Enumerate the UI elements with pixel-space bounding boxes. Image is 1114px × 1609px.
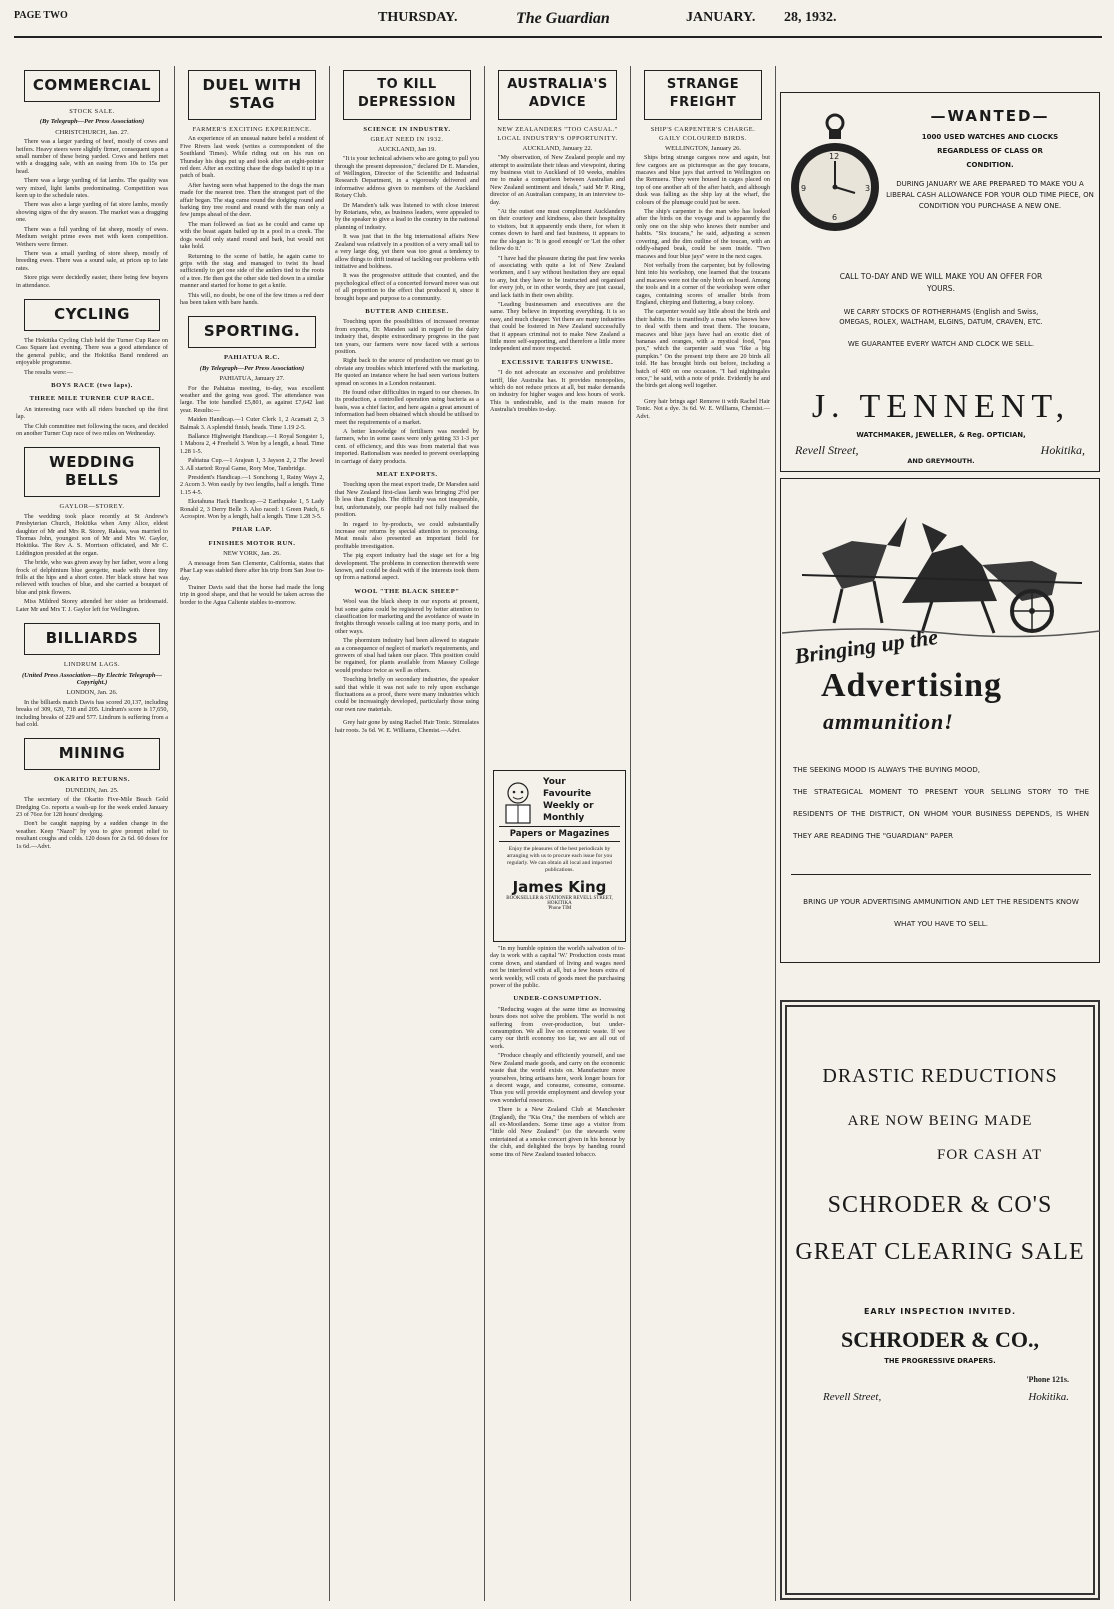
duel-heading: DUEL WITH STAG bbox=[202, 76, 302, 112]
cycling-para: The results were:— bbox=[24, 368, 73, 376]
commercial-para: There was a larger yarding of beef, mostly of cows and heifers. Heavy steers were slightly firmer, consequent upon a small number of these being yarded. Cows and heifers met with a dragging sale, with an easing from 10s to 15s per head. bbox=[16, 138, 168, 175]
freight-sub: SHIP'S CARPENTER'S CHARGE. bbox=[650, 126, 756, 133]
king-ad-body: Enjoy the pleasures of the best periodicals by arranging with us to procure each issue for you regularly. We can obtain all local and imported publications. bbox=[506, 846, 613, 873]
freight-heading: STRANGE FREIGHT bbox=[666, 77, 740, 110]
svg-text:9: 9 bbox=[801, 184, 807, 193]
ammo-title2: Advertising bbox=[821, 667, 1002, 704]
tennent-town2: AND GREYMOUTH. bbox=[907, 457, 975, 465]
commercial-para: There was also a large yarding of fat store lambs, mostly showing signs of the dry season. The market was a dragging one. bbox=[16, 201, 168, 224]
meat-para: The pig export industry had the stage set for a big development. The problems in connection therewith were known, and could be dealt with if the interests took them up from a national aspect. bbox=[335, 552, 479, 582]
freight-para: Not verbally from the carpenter, but by following hint into his workshop, one learned that the toucans and macaws were not the only birds on board. Among the tools and in a corner of the workshop were other cages, containing scores of smaller birds from England, chirping and fluttering, a busy colony. bbox=[636, 261, 770, 306]
meat-heading: MEAT EXPORTS. bbox=[376, 471, 438, 479]
duel-para: An experience of an unusual nature befel a resident of Five Rivers last week (writes a correspondent of the Southland Times). While riding out on his run on Thursday his dogs put up and took after an eight-pointer red deer. After an exciting chase the dogs bailed it up in a patch of bush. bbox=[180, 135, 324, 180]
depression-para: "It is your technical advisers who are going to pull you through the present depression," declared Dr E. Marsden, of Wellington, Director of the Scientific and Industrial Research Department, in a vigorously delivered and informative address given to members of the Auckland Rotary Club. bbox=[335, 155, 479, 200]
sporting-dateline: PAHIATUA, January 27. bbox=[219, 375, 285, 383]
column-3 bbox=[335, 66, 479, 1601]
tariffs-heading: EXCESSIVE TARIFFS UNWISE. bbox=[501, 358, 614, 366]
mining-heading-box bbox=[24, 738, 160, 770]
schroder-line4: SCHRODER & CO'S bbox=[827, 1192, 1053, 1218]
wedding-heading-box bbox=[24, 447, 160, 497]
freight-sub2: GAILY COLOURED BIRDS. bbox=[659, 135, 747, 143]
billiards-heading-box bbox=[24, 623, 160, 655]
billiards-sub: LINDRUM LAGS. bbox=[63, 661, 121, 669]
ammo-divider bbox=[791, 874, 1091, 875]
pharlap-sub: PHAR LAP. bbox=[232, 526, 272, 534]
column-4 bbox=[490, 66, 625, 766]
column-1 bbox=[16, 66, 168, 1601]
wedding-para: Miss Mildred Storey attended her sister as bridesmaid. Later Mr and Mrs T. J. Gaylor left for Wellington. bbox=[16, 598, 168, 613]
column-2 bbox=[180, 66, 324, 1601]
butter-heading: BUTTER AND CHEESE. bbox=[365, 307, 449, 315]
sporting-para: Maiden Handicap.—1 Cuter Clerk 1, 2 Acamati 2, 3 Balmak 3. A splendid finish, heads. Time 1.19 2-5. bbox=[180, 416, 324, 431]
schroder-line3: FOR CASH AT bbox=[937, 1147, 1043, 1163]
king-ad-line5: Papers or Magazines bbox=[499, 826, 620, 842]
wanted-line2: REGARDLESS OF CLASS OR bbox=[937, 147, 1043, 155]
tariffs-para: "In my humble opinion the world's salvation of to-day is work with a capital 'W.' Production costs must come down, and standard of living and wages need not be interfered with at all, but a few hours extra of work weekly, will costs of goods meet the purchasing power of the public. bbox=[490, 945, 625, 990]
sporting-byline: (By Telegraph—Per Press Association) bbox=[199, 364, 305, 372]
mining-sub: OKARITO RETURNS. bbox=[53, 776, 131, 784]
duel-para: After having seen what happened to the dogs the man made for the nearest tree. Then the strangest part of the affair began. The stag came round the dodging round and barking tiny tree round and round with the man only a few jumps ahead of the deer. bbox=[180, 181, 324, 219]
freight-advt: Grey hair brings age! Remove it with Rachel Hair Tonic. Not a dye. 3s 6d. W. E. Williams, Chemist.—Advt. bbox=[636, 397, 770, 420]
mining-para: Don't be caught napping by a sudden change in the weather. Keep "Nazol" by you to give prompt relief to resultant coughs and colds. 120 doses for 2s 6d. 60 doses for 1s 6d.—Advt. bbox=[16, 820, 168, 850]
pocket-watch-icon bbox=[787, 109, 883, 239]
under-para: "Produce cheaply and efficiently yourself, and use New Zealand made goods, and carry on the economic waste that the world exists on. Manufacture more yourselves, bring artisans here, work longer hours for a decent wage, and consume, consume, consume. Thus you will provide employment and develop your own wonderful resources. bbox=[490, 1052, 625, 1104]
page-number: PAGE TWO bbox=[14, 10, 68, 21]
billiards-heading: BILLIARDS bbox=[45, 629, 139, 648]
wanted-title: —WANTED— bbox=[930, 107, 1050, 125]
tennent-ad bbox=[780, 92, 1100, 472]
commercial-para: There was a full yarding of fat sheep, mostly of ewes. Medium weight prime ewes met with keen competition. Wethers were firmer. bbox=[16, 225, 168, 248]
wanted-line4: DURING JANUARY WE ARE PREPARED TO MAKE YOU A LIBERAL CASH ALLOWANCE FOR YOUR OLD TIME PIECE, ON CONDITION YOU PURCHASE A NEW ONE. bbox=[886, 180, 1094, 210]
butter-para: A better knowledge of fertilisers was needed by farmers, who in some cases were only getting 33 1-3 per cent. of efficiency, and this was from material that was imported. Rationalism was needed to prevent overlapping in carriage of dairy products. bbox=[335, 428, 479, 465]
tennent-street: Revell Street, bbox=[795, 443, 859, 457]
king-ad-phone: 'Phone TIM bbox=[547, 906, 572, 911]
wanted-line7: WE GUARANTEE EVERY WATCH AND CLOCK WE SELL. bbox=[847, 340, 1035, 348]
sporting-heading-box bbox=[188, 316, 316, 348]
wanted-line3: CONDITION. bbox=[966, 161, 1014, 169]
tennent-name: J. TENNENT, bbox=[811, 388, 1071, 425]
australia-sub2: LOCAL INDUSTRY'S OPPORTUNITY. bbox=[497, 135, 618, 143]
sporting-para: For the Pahiatua meeting, to-day, was excellent weather and the going was good. The attendance was large. The tote handled £5,801, as against £7,642 last year. Results:— bbox=[180, 384, 324, 414]
mining-dateline: DUNEDIN, Jan. 25. bbox=[65, 786, 119, 794]
depression-heading: TO KILL DEPRESSION bbox=[358, 77, 456, 110]
australia-dateline: AUCKLAND, January 22. bbox=[522, 144, 593, 152]
ammo-para3: BRING UP YOUR ADVERTISING AMMUNITION AND LET THE RESIDENTS KNOW WHAT YOU HAVE TO SELL. bbox=[803, 897, 1079, 928]
mining-heading: MINING bbox=[58, 744, 126, 763]
duel-sub: FARMER'S EXCITING EXPERIENCE. bbox=[192, 126, 312, 133]
cycling-heading: CYCLING bbox=[54, 304, 130, 323]
schroder-ad bbox=[780, 1000, 1100, 1600]
schroder-line1: DRASTIC REDUCTIONS bbox=[822, 1065, 1058, 1087]
butter-para: Touching upon the possibilities of increased revenue from exports, Dr. Marsden said in regard to the dairy industry that, despite extraordinary progress in the past ten years, our farmers were now faced with a serious position. bbox=[335, 318, 479, 355]
wanted-line1: 1000 USED WATCHES AND CLOCKS bbox=[921, 133, 1059, 141]
australia-para: "I have had the pleasure during the past few weeks of associating with quite a lot of New Zealand workmen, and I say without hesitation they are equal to any, but they have to be instructed and organised for every job, or in other words, they are just casual, and lack faith in their own ability. bbox=[490, 254, 625, 299]
sporting-para: President's Handicap.—1 Sonchong 1, Rainy Ways 2, 2 Acorn 3. Won easily by two lengths, half a length. Time 1.15 4-5. bbox=[180, 474, 324, 496]
pharlap-para: Trainer Davis said that the horse had made the long trip in good shape, and that he would be taken across the border to the Agua Caliente stables to-morrow. bbox=[180, 583, 324, 606]
masthead-month: JANUARY. bbox=[686, 10, 756, 25]
schroder-phone: 'Phone 121s. bbox=[1026, 1375, 1069, 1384]
pharlap-sub2: FINISHES MOTOR RUN. bbox=[208, 539, 296, 547]
king-ad-line1: Your bbox=[543, 777, 566, 787]
commercial-para: There was a small yarding of store sheep, mostly of breeding ewes. There was a sound sale, at prices up to late rates. bbox=[16, 249, 168, 272]
james-king-ad bbox=[493, 770, 626, 942]
depression-sub: SCIENCE IN INDUSTRY. bbox=[363, 126, 451, 133]
schroder-town: Hokitika. bbox=[1028, 1391, 1069, 1403]
duel-para: The man followed as fast as he could and came up with the beast again bailed up in a pool in a creek. The dogs would only stand round and bark, but would not take hold. bbox=[180, 220, 324, 251]
butter-para: He found other difficulties in regard to our cheeses. In its production, a controlled operation using bacteria as a basis, was a chief factor, and here again a great amount of information had been obtained which should be utilised to meet the requirements of a market. bbox=[335, 389, 479, 426]
pharlap-para: A message from San Clemente, California, states that Phar Lap was stabled there after his trip from San Jose to-day. bbox=[180, 559, 324, 582]
depression-para: It was just that in the big international affairs New Zealand was relatively in a position of a very small tail to a very large dog, yet there was too great a tendency to allow things to drift instead of tackling our problems with initiative and boldness. bbox=[335, 233, 479, 270]
masthead-paper: The Guardian bbox=[516, 10, 610, 27]
svg-text:12: 12 bbox=[829, 152, 840, 161]
wanted-line6: WE CARRY STOCKS OF ROTHERHAMS (English and Swiss, OMEGAS, ROLEX, WALTHAM, ELGINS, DATUM, CRAVEN, ETC. bbox=[839, 308, 1043, 326]
sporting-para: Eketahuna Hack Handicap.—2 Earthquake 1, 5 Lady Ronald 2, 3 Derry Belle 3. Also raced: 1 Green Patch, 6 Acrospire. Won by a length, half a length. Time 1.28 3-5. bbox=[180, 498, 324, 521]
cycling-para: The Club committee met following the races, and decided on another Turner Cup race of two miles on Wednesday. bbox=[16, 422, 168, 437]
wedding-para: The wedding took place recently at St Andrew's Presbyterian Church, Hokitika when Amy Alice, eldest daughter of Mr and Mrs R. Storey, Rakaia, was married to Thomas John, youngest son of Mr and Mrs W. Gaylor, Hokitika. The Rev A. S. Morrison officiated, and Mr C. Liddington presided at the organ. bbox=[16, 512, 168, 557]
under-heading: UNDER-CONSUMPTION. bbox=[513, 995, 602, 1003]
depression-heading-box bbox=[343, 70, 471, 120]
commercial-para: There was a large yarding of fat lambs. The quality was very mixed, light lambs predominating. Competition was keen up to the schedule rates. bbox=[16, 177, 168, 200]
depression-sub2: GREAT NEED IN 1932. bbox=[370, 136, 444, 144]
sporting-heading: SPORTING. bbox=[203, 322, 301, 341]
commercial-heading-box bbox=[24, 70, 160, 102]
commercial-para: Store pigs were decidedly easier, there being few buyers in attendance. bbox=[16, 274, 168, 289]
schroder-line5: GREAT CLEARING SALE bbox=[795, 1239, 1085, 1265]
ammo-para1: THE SEEKING MOOD IS ALWAYS THE BUYING MOOD, bbox=[793, 765, 981, 774]
wool-para: The phormium industry had been allowed to stagnate as a consequence of neglect of market's requirements, and growers of sisal had taken our place. This position could be regained, for plants available from Massey College would produce twice as well as others. bbox=[335, 637, 479, 674]
svg-text:3: 3 bbox=[865, 184, 871, 193]
billiards-byline: (United Press Association—By Electric Telegraph—Copyright.) bbox=[22, 671, 162, 686]
freight-para: Ships bring strange cargoes now and again, but few cargoes are as picturesque as the gay toucans, macaws and blue jays that arrived in Wellington on the Remuera. They were housed in cages placed on top of one another aft of the after hatch, and although dusk was falling as the ship lay at the wharf, the colours of the plumage could just be seen. bbox=[636, 154, 770, 206]
king-ad-line4: Monthly bbox=[543, 813, 585, 823]
ammo-title1: Bringing up the bbox=[793, 623, 940, 669]
masthead-date: 28, 1932. bbox=[784, 10, 837, 25]
freight-para: The ship's carpenter is the man who has looked after the birds on the voyage and is apparently the only one on the ship who knows their number and habits. "Six toucans," he said, adjusting a screen covering, and the dim outline of the toucan, with an oddly-shaped beak, could be seen inside. "Two macaws and four blue jays" were in the next cages. bbox=[636, 208, 770, 260]
cycling-heading-box bbox=[24, 299, 160, 331]
cycling-para: The Hokitika Cycling Club held the Turner Cup Race on Cass Square last evening. There was a good attendance of the general public, and the Hokitika Band rendered an enjoyable programme. bbox=[16, 336, 168, 367]
tariffs-para: "I do not advocate an excessive and prohibitive tariff, like Australia has. It provides monopolies, which do not reduce prices at all, but make demands on industry for higher wages and less hours of work. This is undesirable, and is the main reason for Australia's troubles to-day. bbox=[490, 369, 625, 414]
australia-sub: NEW ZEALANDERS "TOO CASUAL." bbox=[497, 126, 618, 133]
pharlap-dateline: NEW YORK, Jan. 26. bbox=[223, 550, 281, 558]
svg-text:6: 6 bbox=[832, 213, 838, 222]
under-para: "Reducing wages at the same time as increasing hours does not solve the problem. The world is not suffering from over-production, but under-consumption. We all live on economic waste. If we carry our thrift economy too far, we are all out of work. bbox=[490, 1005, 625, 1050]
freight-para: The carpenter would say little about the birds and their habits. He is manifestly a man who knows how to deal with them and treat them. The toucans, macaws and blue jays have had an exotic diet of bananas and oranges, with a mystical food, "pea pox," which the carpenter said was "like a big pumpkin." On the present trip there are 20 birds all told. He has brought birds out before, including a batch of 400 on one occasion. "I had nightingales once," he said, with a note of pride. Evidently he and the birds get along well together. bbox=[636, 308, 770, 390]
commercial-byline: (By Telegraph—Per Press Association) bbox=[39, 118, 145, 126]
wanted-line5: CALL TO-DAY AND WE WILL MAKE YOU AN OFFER FOR YOURS. bbox=[839, 272, 1043, 293]
column-5 bbox=[636, 66, 770, 746]
cycling-turner-cup: THREE MILE TURNER CUP RACE. bbox=[29, 395, 155, 403]
butter-para: Right back to the source of production we must go to obviate any troubles which interfered with the marketing. He quoted an instance where he had seen various butters spread on scones in a London restaurant. bbox=[335, 357, 479, 387]
depression-para: Dr Marsden's talk was listened to with close interest by Rotarians, who, as business leaders, were appealed to by the speaker to give a lead to the country in the national planning of industry. bbox=[335, 201, 479, 231]
king-ad-line2: Favourite bbox=[543, 789, 592, 799]
schroder-line8: THE PROGRESSIVE DRAPERS. bbox=[884, 1357, 996, 1365]
wedding-para: The bride, who was given away by her father, wore a long frock of delphinium blue georgette, made with three tiny frills at the hips and a short cotee. Her black straw hat was relieved with touches of blue, and she carried a bouquet of blue and pink flowers. bbox=[16, 559, 168, 596]
meat-para: Touching upon the meat export trade, Dr Marsden said that New Zealand first-class lamb was bringing 2½d per lb less than English. The difficulty was not insuperable, but, unfortunately, our people had not fully realised the position. bbox=[335, 481, 479, 519]
wool-heading: WOOL "THE BLACK SHEEP" bbox=[354, 587, 460, 595]
cycling-para: An interesting race with all riders bunched up the first lap. bbox=[16, 405, 168, 421]
duel-para: This will, no doubt, be one of the few times a red deer has been taken with bare hands. bbox=[180, 291, 324, 306]
sporting-para: Ballance Highweight Handicap.—1 Royal Songster 1, 1 Mabora 2, 4 Freeheld 3. Won by a length, a head. Time 1.28 1-5. bbox=[180, 433, 324, 455]
commercial-heading: COMMERCIAL bbox=[32, 76, 152, 94]
ammo-title3: ammunition! bbox=[823, 709, 954, 734]
duel-para: Returning to the scene of battle, he again came to grips with the stag and managed to twist its head sufficiently to get one side of the antlers tied to the roots of a tree. He then got the other side tied down in a similar manner and started for home to get a knife. bbox=[180, 252, 324, 290]
australia-heading-box bbox=[498, 70, 617, 120]
column-4-lower bbox=[490, 945, 625, 1600]
wedding-heading: WEDDING BELLS bbox=[49, 453, 135, 490]
depression-dateline: AUCKLAND, Jan 19. bbox=[377, 145, 437, 153]
masthead-day: THURSDAY. bbox=[378, 10, 458, 25]
schroder-line6: EARLY INSPECTION INVITED. bbox=[863, 1307, 1017, 1316]
schroder-line7: SCHRODER & CO., bbox=[840, 1327, 1039, 1352]
australia-para: "At the outset one must compliment Aucklanders on their courtesy and kindness, also their hospitality to visitors, but it apparently ends there, for when it comes down to hard and fast business, it appears to me the slogan is: 'It is good enough' or 'Let the other fellow do it.' bbox=[490, 208, 625, 253]
sporting-para: Pahiatua Cup.—1 Arajean 1, 3 Jayson 2, 2 The Jewel 3. All started: Royal Game, Rory Moe, Tambridge. bbox=[180, 457, 324, 472]
australia-para: "Leading businessmen and executives are the same. They believe in importing everything. It is so easy, and much cheaper. Yet there are many industries that could be fostered in New Zealand successfully that it appears criminal not to make New Zealand a little more self-supporting, and therefore a little more independent and more respected. bbox=[490, 300, 625, 353]
freight-dateline: WELLINGTON, January 26. bbox=[664, 144, 742, 152]
commercial-sub: STOCK SALE. bbox=[69, 108, 115, 115]
freight-heading-box bbox=[644, 70, 762, 120]
tennent-trade: WATCHMAKER, JEWELLER, & Reg. OPTICIAN, bbox=[856, 431, 1026, 439]
australia-heading: AUSTRALIA'S ADVICE bbox=[507, 77, 608, 110]
billiards-para: In the billiards match Davis has scored 20,137, including breaks of 309, 620, 718 and 205. Lindrum's score is 17,650, including breaks of 229 and 577. Lindrum is suffering from a bad cold. bbox=[16, 698, 168, 728]
tennent-town: Hokitika, bbox=[1040, 443, 1085, 457]
schroder-line2: ARE NOW BEING MADE bbox=[847, 1113, 1033, 1129]
king-ad-name: James King bbox=[512, 878, 607, 896]
ammunition-ad bbox=[780, 478, 1100, 963]
duel-heading-box bbox=[188, 70, 316, 120]
australia-para: "My observation, of New Zealand people and my attempt to assimilate their ideas and viewpoint, during my business visit to Auckland of 10 weeks, enables me to make a comparison between Australian and New Zealand sentiment and ideals," said Mr P. Ring, director of an Australian company, in an interview to-day. bbox=[490, 154, 625, 206]
billiards-dateline: LONDON, Jan. 26. bbox=[66, 689, 118, 697]
wedding-sub: GAYLOR—STOREY. bbox=[59, 503, 125, 511]
wool-para: Wool was the black sheep in our exports at present, but some gains could be registered by better attention to classification for marketing and the avoidance of waste in freights through vessels calling at too many ports, and in other ways. bbox=[335, 598, 479, 635]
under-para: There is a New Zealand Club at Manchester (England), the "Kia Ora," the members of which are all ex-Mooilanders. Some time ago a visitor from "little old New Zealand" (so the stewards were entertained at a smoke concert given in his honour by the club, and delighted the boys by handing round some tins of New Zealand toasted tobacco. bbox=[490, 1106, 625, 1158]
schroder-street: Revell Street, bbox=[823, 1391, 882, 1403]
depression-advt: Grey hair gone by using Rachel Hair Tonic. Stimulates hair roots. 3s 6d. W. E. Williams, Chemist.—Advt. bbox=[335, 719, 479, 734]
ammo-para2: THE STRATEGICAL MOMENT TO PRESENT YOUR SELLING STORY TO THE RESIDENTS OF THE DISTRICT, ON WHOM YOUR BUSINESS DEPENDS, IS WHEN THEY ARE READING THE "GUARDIAN" PAPER bbox=[793, 787, 1089, 840]
king-ad-line3: Weekly or bbox=[543, 801, 594, 811]
cycling-boys-race: BOYS RACE (two laps). bbox=[51, 381, 133, 389]
mining-para: The secretary of the Okarito Five-Mile Beach Gold Dredging Co. reports a wash-up for the week ended January 23 of 76oz for 128 hours' dredging. bbox=[16, 796, 168, 818]
commercial-dateline: CHRISTCHURCH, Jan. 27. bbox=[55, 128, 129, 136]
king-ad-sub: BOOKSELLER & STATIONER REVELL STREET, HOKITIKA bbox=[506, 896, 613, 906]
depression-para: It was the progressive attitude that counted, and the psychological effect of a concerted forward move was out of all proportion to the effect that produced it, since it brought hope and purpose to a community. bbox=[335, 272, 479, 302]
wool-para: Touching briefly on secondary industries, the speaker said that while it was not safe to rely upon exchange fluctuations as a proof, there were many industries which could be increasingly developed, particularly those using our own raw materials. bbox=[335, 676, 479, 713]
sporting-sub: PAHIATUA R.C. bbox=[223, 354, 281, 362]
reader-figure-icon bbox=[500, 781, 536, 831]
masthead bbox=[14, 0, 1102, 38]
meat-para: In regard to by-products, we could substantially increase our returns by special attention to processing. Meat meals also presented an important field for profitable investigation. bbox=[335, 520, 479, 550]
